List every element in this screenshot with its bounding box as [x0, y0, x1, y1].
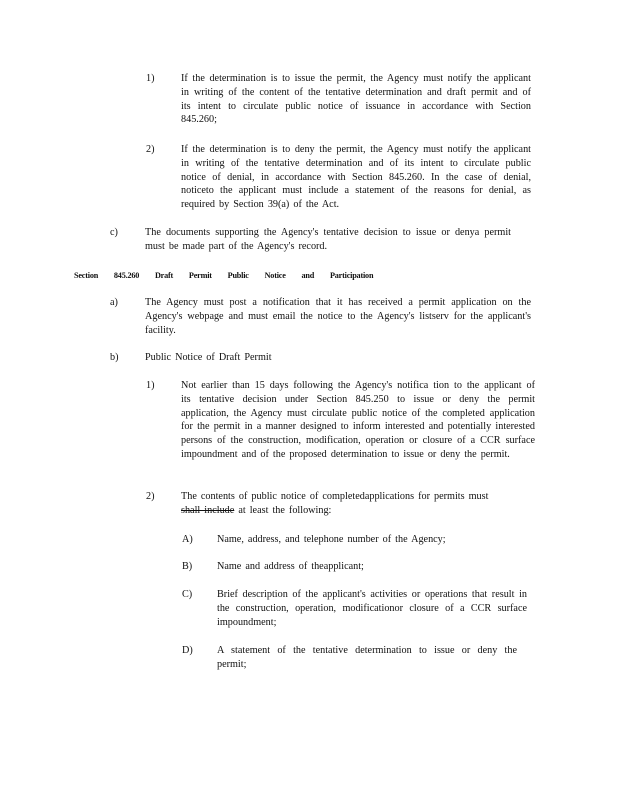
- paragraph-agency-contact: Name, address, and telephone number of the Agency;: [217, 534, 446, 545]
- subheading-public-notice: Public Notice of Draft Permit: [145, 352, 272, 363]
- notice-contents-line-2: [181, 504, 527, 518]
- item-marker: 2): [146, 491, 155, 502]
- paragraph-tentative-statement: A statement of the tentative determination to issue or deny the permit;: [217, 645, 517, 670]
- paragraph-post-notification: The Agency must post a notification that it has received a permit application on the Agency's webpage and must email the notice to the Agency's listserv for the applicant's facility.: [145, 297, 531, 336]
- paragraph-notify-issue: If the determination is to issue the permit, the Agency must notify the applicant in writing of the content of the tentative determination and draft permit and of its intent to circulate public notice of issuance in accordance with Section 845.260;: [181, 73, 531, 126]
- notice-contents-line-1: The contents of public notice of completedapplications for permits must: [181, 491, 489, 502]
- item-marker: B): [182, 561, 193, 572]
- paragraph-circulate-notice: Not earlier than 15 days following the Agency's notifica tion to the applicant of its tentative decision under Section 845.250 to issue or deny the permit application, the Agency must circulate public notice of the completed application for the permit in a manner designed to inform interested and potentially interested persons of the construction, modification, operation or closure of a CCR surface impoundment and of the proposed determination to issue or deny the permit.: [181, 380, 535, 460]
- item-marker: 2): [146, 144, 155, 155]
- item-marker: c): [110, 227, 118, 238]
- paragraph-supporting-documents: The documents supporting the Agency's tentative decision to issue or denya permit must be made part of the Agency's record.: [145, 227, 511, 252]
- item-marker: D): [182, 645, 193, 656]
- paragraph-notify-deny: If the determination is to deny the permit, the Agency must notify the applicant in writing of the tentative determination and of its intent to circulate public notice of denial, in accordance with Section 845.260. In the case of denial, noticeto the applicant must include a statement of the reasons for denial, as required by Section 39(a) of the Act.: [181, 144, 531, 211]
- item-marker: a): [110, 297, 118, 308]
- item-marker: 1): [146, 73, 155, 84]
- item-marker: C): [182, 589, 193, 600]
- paragraph-activity-description: Brief description of the applicant's activities or operations that result in the construction, operation, modificationor closure of a CCR surface impoundment;: [217, 589, 527, 628]
- item-marker: A): [182, 534, 193, 545]
- paragraph-applicant-name: Name and address of theapplicant;: [217, 561, 364, 572]
- notice-contents-line-2-rest: at least the following:: [234, 504, 332, 516]
- section-heading: Section 845.260 Draft Permit Public Notice and Participation: [74, 271, 374, 280]
- struck-text: shall include: [181, 504, 235, 516]
- item-marker: 1): [146, 380, 155, 391]
- item-marker: b): [110, 352, 119, 363]
- paragraph-notice-contents: [181, 490, 527, 518]
